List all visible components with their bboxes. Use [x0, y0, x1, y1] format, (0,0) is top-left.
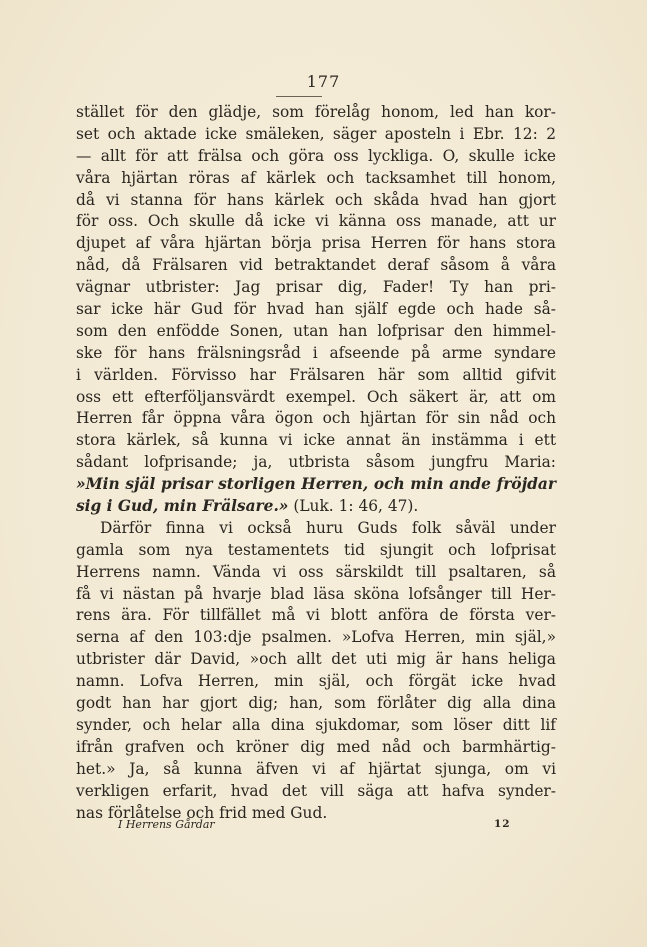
- text-line: ifrån grafven och kröner dig med nåd och barmhärtig-: [76, 737, 556, 756]
- text-line: Därför finna vi också huru Guds folk såväl under: [100, 518, 556, 537]
- quotation-italic: sig i Gud, min Frälsare.»: [76, 497, 289, 516]
- text-line: serna af den 103:dje psalmen. »Lofva Herren, min själ,»: [76, 628, 556, 647]
- text-line: het.» Ja, så kunna äfven vi af hjärtat sjunga, om vi: [76, 759, 556, 778]
- citation: (Luk. 1: 46, 47).: [288, 497, 419, 516]
- text-line: nåd, då Frälsaren vid betraktandet deraf såsom å våra: [76, 256, 556, 275]
- text-line: godt han har gjort dig; han, som förlåter dig alla dina: [76, 694, 556, 713]
- text-line: synder, och helar alla dina sjukdomar, som löser ditt lif: [76, 715, 556, 734]
- text-line: våra hjärtan röras af kärlek och tacksamhet till honom,: [76, 168, 556, 187]
- text-line: då vi stanna för hans kärlek och skåda hvad han gjort: [76, 190, 556, 209]
- text-line: [76, 496, 556, 518]
- text-line: Herrens namn. Vända vi oss särskildt till psaltaren, så: [76, 562, 556, 581]
- text-line: som den enfödde Sonen, utan han lofprisar den himmel-: [76, 321, 556, 340]
- page-number-rule: [276, 96, 322, 97]
- text-line: vägnar utbrister: Jag prisar dig, Fader! Ty han pri-: [76, 278, 556, 297]
- text-line: nas förlåtelse och frid med Gud.: [76, 803, 328, 822]
- text-line: få vi nästan på hvarje blad läsa sköna lofsånger till Her-: [76, 584, 556, 603]
- text-line: sådant lofprisande; ja, utbrista såsom jungfru Maria:: [76, 453, 556, 472]
- text-line: oss ett efterföljansvärdt exempel. Och säkert är, att om: [76, 387, 556, 406]
- footer-title: I Herrens Gårdar: [118, 818, 215, 831]
- text-line: Herren får öppna våra ögon och hjärtan för sin nåd och: [76, 409, 556, 428]
- text-line: — allt för att frälsa och göra oss lyckliga. O, skulle icke: [76, 146, 556, 165]
- text-line: sar icke här Gud för hvad han själf egde och hade så-: [76, 300, 556, 319]
- page-number: 177: [306, 72, 341, 91]
- text-line: stora kärlek, så kunna vi icke annat än instämma i ett: [76, 431, 556, 450]
- text-line: namn. Lofva Herren, min själ, och förgät icke hvad: [76, 672, 556, 691]
- text-line: för oss. Och skulle då icke vi känna oss manade, att ur: [76, 212, 556, 231]
- text-line: djupet af våra hjärtan börja prisa Herren för hans stora: [76, 234, 556, 253]
- text-line: verkligen erfarit, hvad det vill säga att hafva synder-: [76, 781, 556, 800]
- text-line: gamla som nya testamentets tid sjungit och lofprisat: [76, 540, 556, 559]
- text-line: rens ära. För tillfället må vi blott anföra de första ver-: [76, 606, 556, 625]
- text-line: utbrister där David, »och allt det uti mig är hans heliga: [76, 650, 556, 669]
- text-line: ske för hans frälsningsråd i afseende på arme syndare: [76, 343, 556, 362]
- footer-signature: 12: [494, 818, 511, 830]
- text-line: »Min själ prisar storligen Herren, och min ande fröjdar: [76, 475, 556, 494]
- text-line: set och aktade icke smäleken, säger aposteln i Ebr. 12: 2: [76, 124, 556, 143]
- text-line: i världen. Förvisso har Frälsaren här som alltid gifvit: [76, 365, 556, 384]
- body-text: [76, 102, 556, 824]
- text-line: stället för den glädje, som förelåg honom, led han kor-: [76, 103, 556, 121]
